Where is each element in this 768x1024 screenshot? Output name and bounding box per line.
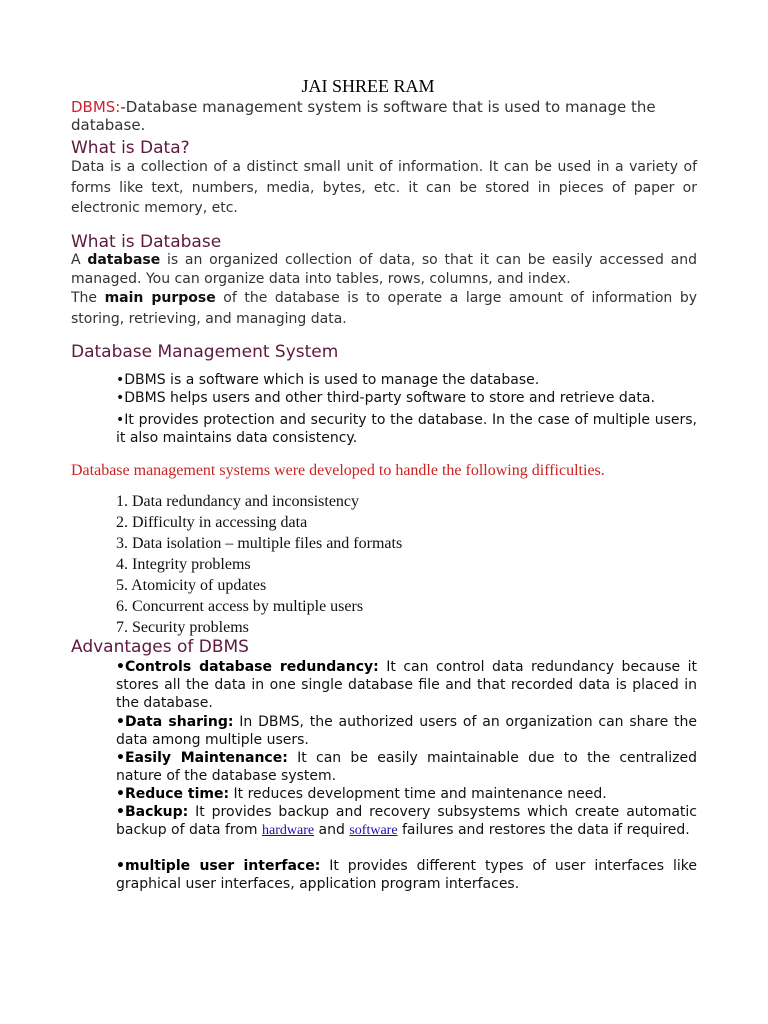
advantage-item	[116, 785, 697, 803]
main-purpose-bold: main purpose	[104, 290, 216, 306]
list-item: 3. Data isolation – multiple files and formats	[116, 535, 403, 552]
heading-what-is-database: What is Database	[71, 232, 222, 252]
advantage-item	[116, 749, 697, 785]
advantage-text: It provides backup and recovery subsystems which create automatic backup of data from	[116, 804, 697, 838]
heading-advantages: Advantages of DBMS	[71, 637, 249, 657]
advantage-text: failures and restores the data if required.	[397, 822, 690, 838]
page-title: JAI SHREE RAM	[301, 76, 435, 96]
advantage-text: It can be easily maintainable due to the centralized nature of the database system.	[116, 750, 697, 784]
advantage-text: It provides different types of user interfaces like graphical user interfaces, application program interfaces.	[116, 858, 697, 892]
list-item: 6. Concurrent access by multiple users	[116, 598, 364, 615]
database-paragraph-1	[71, 251, 697, 288]
dbms-definition-text: -Database management system is software that is used to manage the database.	[71, 98, 656, 134]
list-item: 2. Difficulty in accessing data	[116, 514, 308, 531]
list-item: 5. Atomicity of updates	[116, 577, 267, 594]
advantage-title: •Easily Maintenance:	[116, 750, 288, 766]
list-item: 1. Data redundancy and inconsistency	[116, 493, 360, 510]
advantage-item	[116, 803, 697, 840]
data-paragraph: Data is a collection of a distinct small unit of information. It can be used in a variety of forms like text, numbers, media, bytes, etc. it can be stored in pieces of paper or electronic memory, etc.	[71, 159, 697, 216]
list-item: 4. Integrity problems	[116, 556, 251, 573]
advantage-item	[116, 658, 697, 712]
database-paragraph-2	[71, 288, 697, 329]
database-p2-text: of the database is to operate a large amount of information by storing, retrieving, and managing data.	[71, 290, 697, 327]
advantage-title: •Data sharing:	[116, 714, 234, 730]
dbms-bullet: •DBMS helps users and other third-party software to store and retrieve data.	[116, 390, 655, 406]
difficulties-intro: Database management systems were developed to handle the following difficulties.	[71, 462, 605, 479]
software-link[interactable]: software	[349, 823, 398, 838]
difficulties-list	[116, 491, 616, 638]
advantage-title: •Controls database redundancy:	[116, 659, 379, 675]
advantage-text: and	[314, 822, 350, 838]
database-p1-text: is an organized collection of data, so that it can be easily accessed and managed. You can organize data into tables, rows, columns, and index.	[71, 252, 697, 287]
database-p1-prefix: A	[71, 252, 88, 268]
dbms-bullet: •DBMS is a software which is used to manage the database.	[116, 372, 540, 388]
hardware-link[interactable]: hardware	[262, 823, 315, 838]
list-item: 7. Security problems	[116, 619, 249, 636]
dbms-definition	[71, 98, 697, 134]
advantage-title: •Backup:	[116, 804, 189, 820]
heading-dbms: Database Management System	[71, 342, 339, 362]
database-bold-term: database	[87, 252, 161, 268]
advantage-text: It can control data redundancy because it stores all the data in one single database file and that recorded data is placed in the database.	[116, 659, 697, 711]
advantage-item	[116, 857, 697, 893]
heading-what-is-data: What is Data?	[71, 138, 190, 158]
advantage-text: It reduces development time and maintenance need.	[229, 786, 607, 802]
dbms-bullet: •It provides protection and security to the database. In the case of multiple users, it also maintains data consistency.	[116, 412, 697, 446]
advantage-text: In DBMS, the authorized users of an organization can share the data among multiple users.	[116, 714, 697, 748]
advantage-title: •Reduce time:	[116, 786, 230, 802]
database-p2-prefix: The	[71, 290, 105, 306]
advantage-item	[116, 713, 697, 749]
dbms-term: DBMS:	[71, 98, 121, 116]
advantage-title: •multiple user interface:	[116, 858, 321, 874]
